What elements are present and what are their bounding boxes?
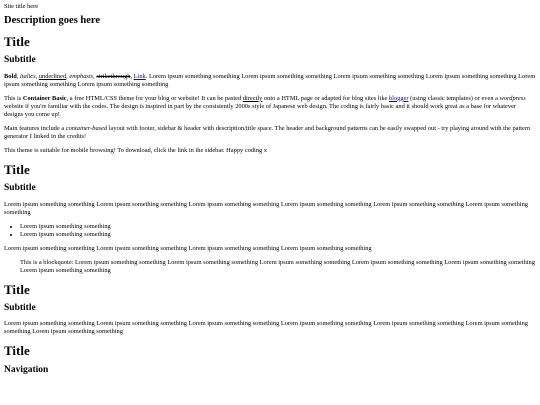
- post-title: Title: [4, 161, 30, 177]
- paragraph-text: Main features include a: [4, 124, 66, 132]
- separator: ,: [16, 72, 20, 80]
- post-3: [4, 283, 536, 337]
- site-description: Description goes here: [4, 15, 101, 26]
- paragraph-text: , a free HTML/CSS theme for your blog or website! It can be pasted: [66, 94, 243, 102]
- post-subtitle: Subtitle: [4, 55, 36, 66]
- post-paragraph: Lorem ipsum something something Lorem ipsum something something Lorem ipsum something something Lorem ipsum something something Lorem ipsum something something Lorem ipsum something something: [4, 200, 528, 216]
- navigation-heading: Navigation: [4, 364, 49, 375]
- blockquote: This is a blockquote: Lorem ipsum something something Lorem ipsum something something Lorem ipsum something something Lorem ipsum something something Lorem ipsum something something Lorem ipsum something something: [20, 258, 535, 274]
- post-subtitle: Subtitle: [4, 302, 36, 313]
- sidebar-title: Title: [4, 343, 30, 359]
- sidebar: [4, 344, 536, 375]
- mobile-paragraph: This theme is suitable for mobile browsing! To download, click the link in the sidebar. Happy coding x: [4, 146, 268, 154]
- intro-paragraph: [4, 95, 536, 119]
- post-subtitle: Subtitle: [4, 183, 36, 194]
- separator: ,: [130, 72, 134, 80]
- list-item: • Lorem ipsum something something: [20, 231, 536, 239]
- formatting-paragraph: [4, 73, 536, 89]
- separator: ,: [35, 72, 39, 80]
- post-paragraph: Lorem ipsum something something Lorem ipsum something something Lorem ipsum something something Lorem ipsum something something: [4, 244, 372, 252]
- site-title: Site title here: [4, 3, 39, 10]
- post-title: Title: [4, 34, 30, 50]
- post-title: Title: [4, 281, 30, 297]
- paragraph-text: onto a HTML page or adapted for blog sites like: [262, 94, 389, 102]
- wordpress-italic: wordpress: [499, 94, 526, 102]
- paragraph-text: website if you're familiar with the codes. The design is inspired in part by the consistently 2000s style of Japanese web design. The coding is fairly basic and it should work great as a base for whatever designs you come up!: [4, 102, 517, 118]
- paragraph-text: (using classic templates) or even a: [408, 94, 500, 102]
- separator: ,: [66, 72, 70, 80]
- sample-link[interactable]: Link: [133, 72, 146, 80]
- post-paragraph: Lorem ipsum something something Lorem ipsum something something Lorem ipsum something something Lorem ipsum something something Lorem ipsum something something Lorem ipsum something something Lorem ipsum something something: [4, 320, 528, 336]
- paragraph-text: layout with footer, sidebar & header with description/title space. The header and background patterns can be easily swapped out - try playing around with the pattern generator I linked in the credits!: [4, 124, 531, 140]
- italic-text: italics: [20, 72, 36, 80]
- features-paragraph: [4, 125, 536, 141]
- paragraph-text: . Lorem ipsum something something Lorem ipsum something something Lorem ipsum something something Lorem ipsum something something Lorem ipsum something something Lorem ipsum something something: [4, 72, 536, 88]
- strikethrough-text: strikethrough: [96, 72, 131, 80]
- bullet-list: [4, 223, 536, 239]
- container-based-italic: container-based: [65, 124, 108, 132]
- post-2: [4, 163, 536, 275]
- directly-underline: directly: [242, 94, 263, 102]
- blogger-link[interactable]: blogger: [388, 94, 409, 102]
- list-item: • Lorem ipsum something something: [20, 223, 536, 231]
- theme-name: Container Basic: [22, 94, 67, 102]
- underlined-text: underlined: [38, 72, 67, 80]
- post-1: [4, 35, 536, 155]
- bold-text: Bold: [4, 72, 17, 80]
- paragraph-text: This is: [4, 94, 23, 102]
- emphasis-text: emphasis: [69, 72, 94, 80]
- separator: ,: [93, 72, 97, 80]
